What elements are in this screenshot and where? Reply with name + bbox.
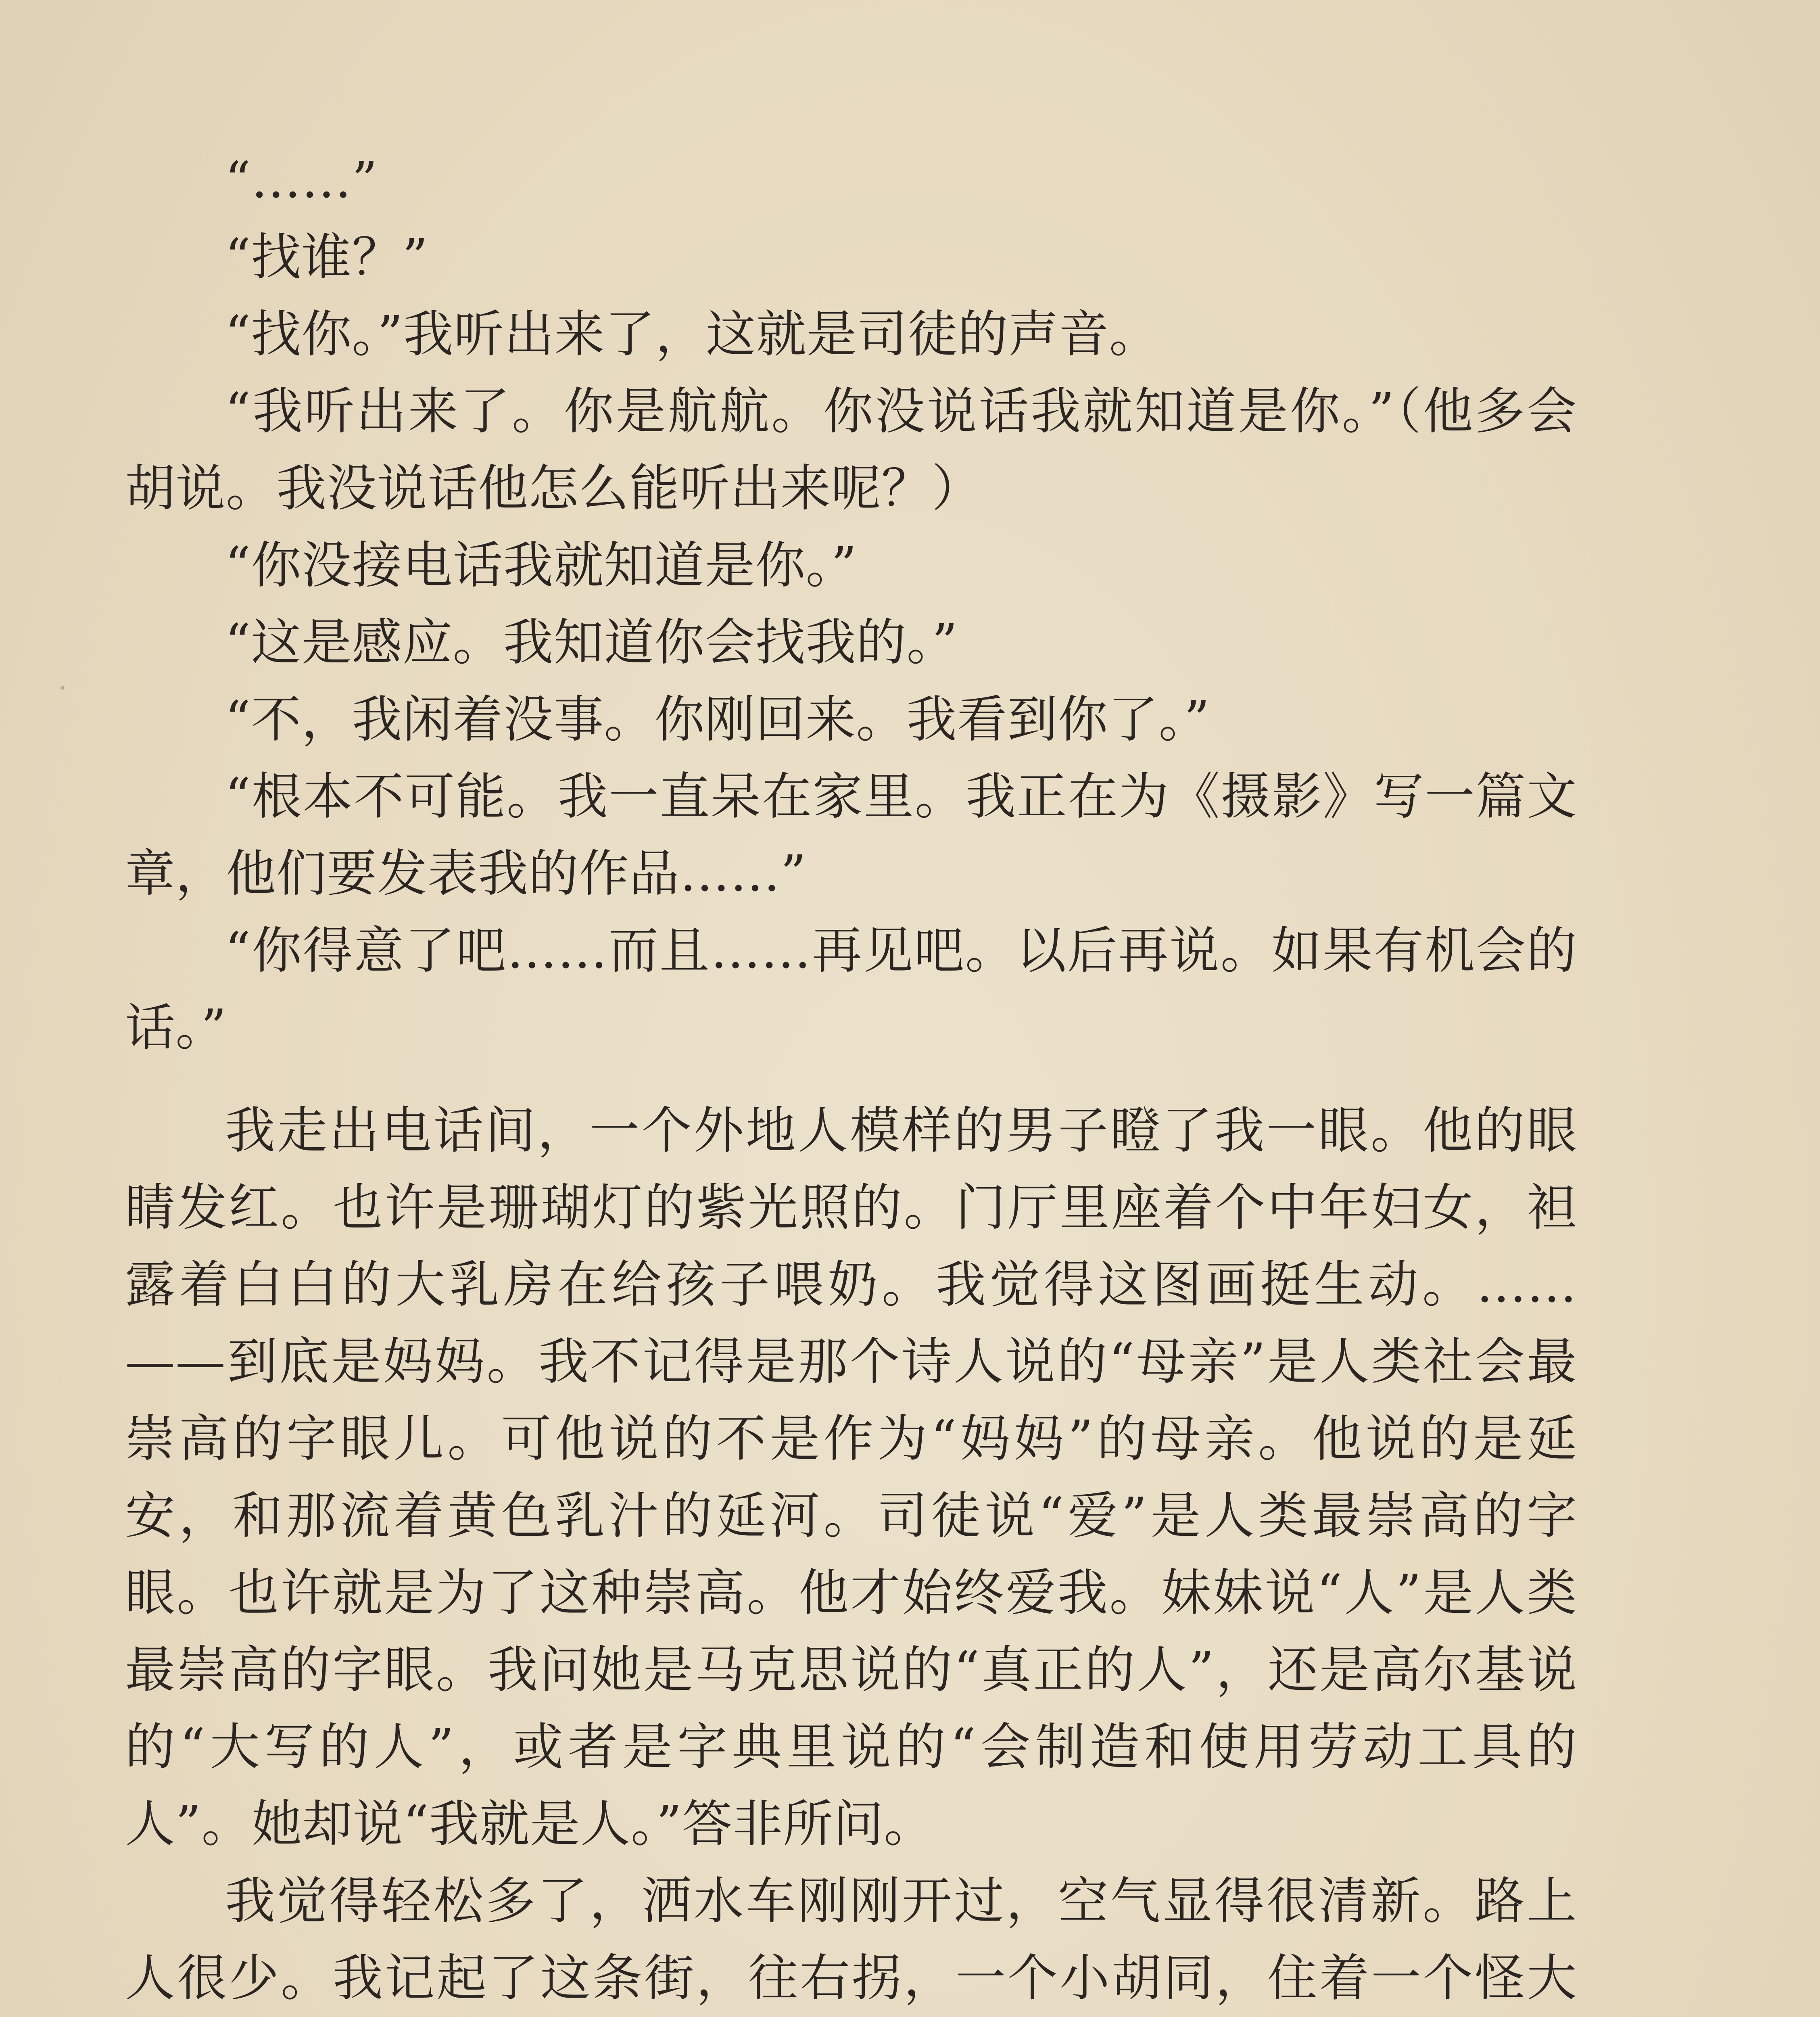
narrative-paragraph: 我走出电话间，一个外地人模样的男子瞪了我一眼。他的眼睛发红。也许是珊瑚灯的紫光照的。门厅里座着个中年妇女，袒露着白白的大乳房在给孩子喂奶。我觉得这图画挺生动。……——到底是妈妈。我不记得是那个诗人说的“母亲”是人类社会最崇高的字眼儿。可他说的不是作为“妈妈”的母亲。他说的是延安，和那流着黄色乳汁的延河。司徒说“爱”是人类最崇高的字眼。也许就是为了这种崇高。他才始终爱我。妹妹说“人”是人类最崇高的字眼。我问她是马克思说的“真正的人”，还是高尔基说的“大写的人”，或者是字典里说的“会制造和使用劳动工具的人”。她却说“我就是人。”答非所问。 xyxy=(125,1102,1577,1853)
dialogue-line: “这是感应。我知道你会找我的。” xyxy=(225,614,958,672)
narrative-paragraph: 我觉得轻松多了，洒水车刚刚开过，空气显得很清新。路上人很少。我记起了这条街，往右拐，一个小胡同，住着一个怪大 xyxy=(125,1872,1577,2007)
dialogue-line: “找谁？” xyxy=(225,228,428,286)
dialogue-line: “你得意了吧……而且……再见吧。以后再说。如果有机会的话。” xyxy=(125,922,1577,1057)
dialogue-line: “根本不可能。我一直呆在家里。我正在为《摄影》写一篇文章，他们要发表我的作品……” xyxy=(125,768,1577,903)
dialogue-line: “你没接电话我就知道是你。” xyxy=(225,537,857,595)
dialogue-line: “……” xyxy=(225,151,378,209)
dialogue-line: “不，我闲着没事。你刚回来。我看到你了。” xyxy=(225,691,1210,749)
narrative-section xyxy=(125,1092,1577,2017)
dialogue-line: “找你。”我听出来了，这就是司徒的声音。 xyxy=(225,305,1160,363)
margin-speck xyxy=(61,686,65,690)
dialogue-section xyxy=(125,142,1577,1067)
dialogue-line: “我听出来了。你是航航。你没说话我就知道是你。”（他多会胡说。我没说话他怎么能听出来呢？） xyxy=(125,382,1577,518)
